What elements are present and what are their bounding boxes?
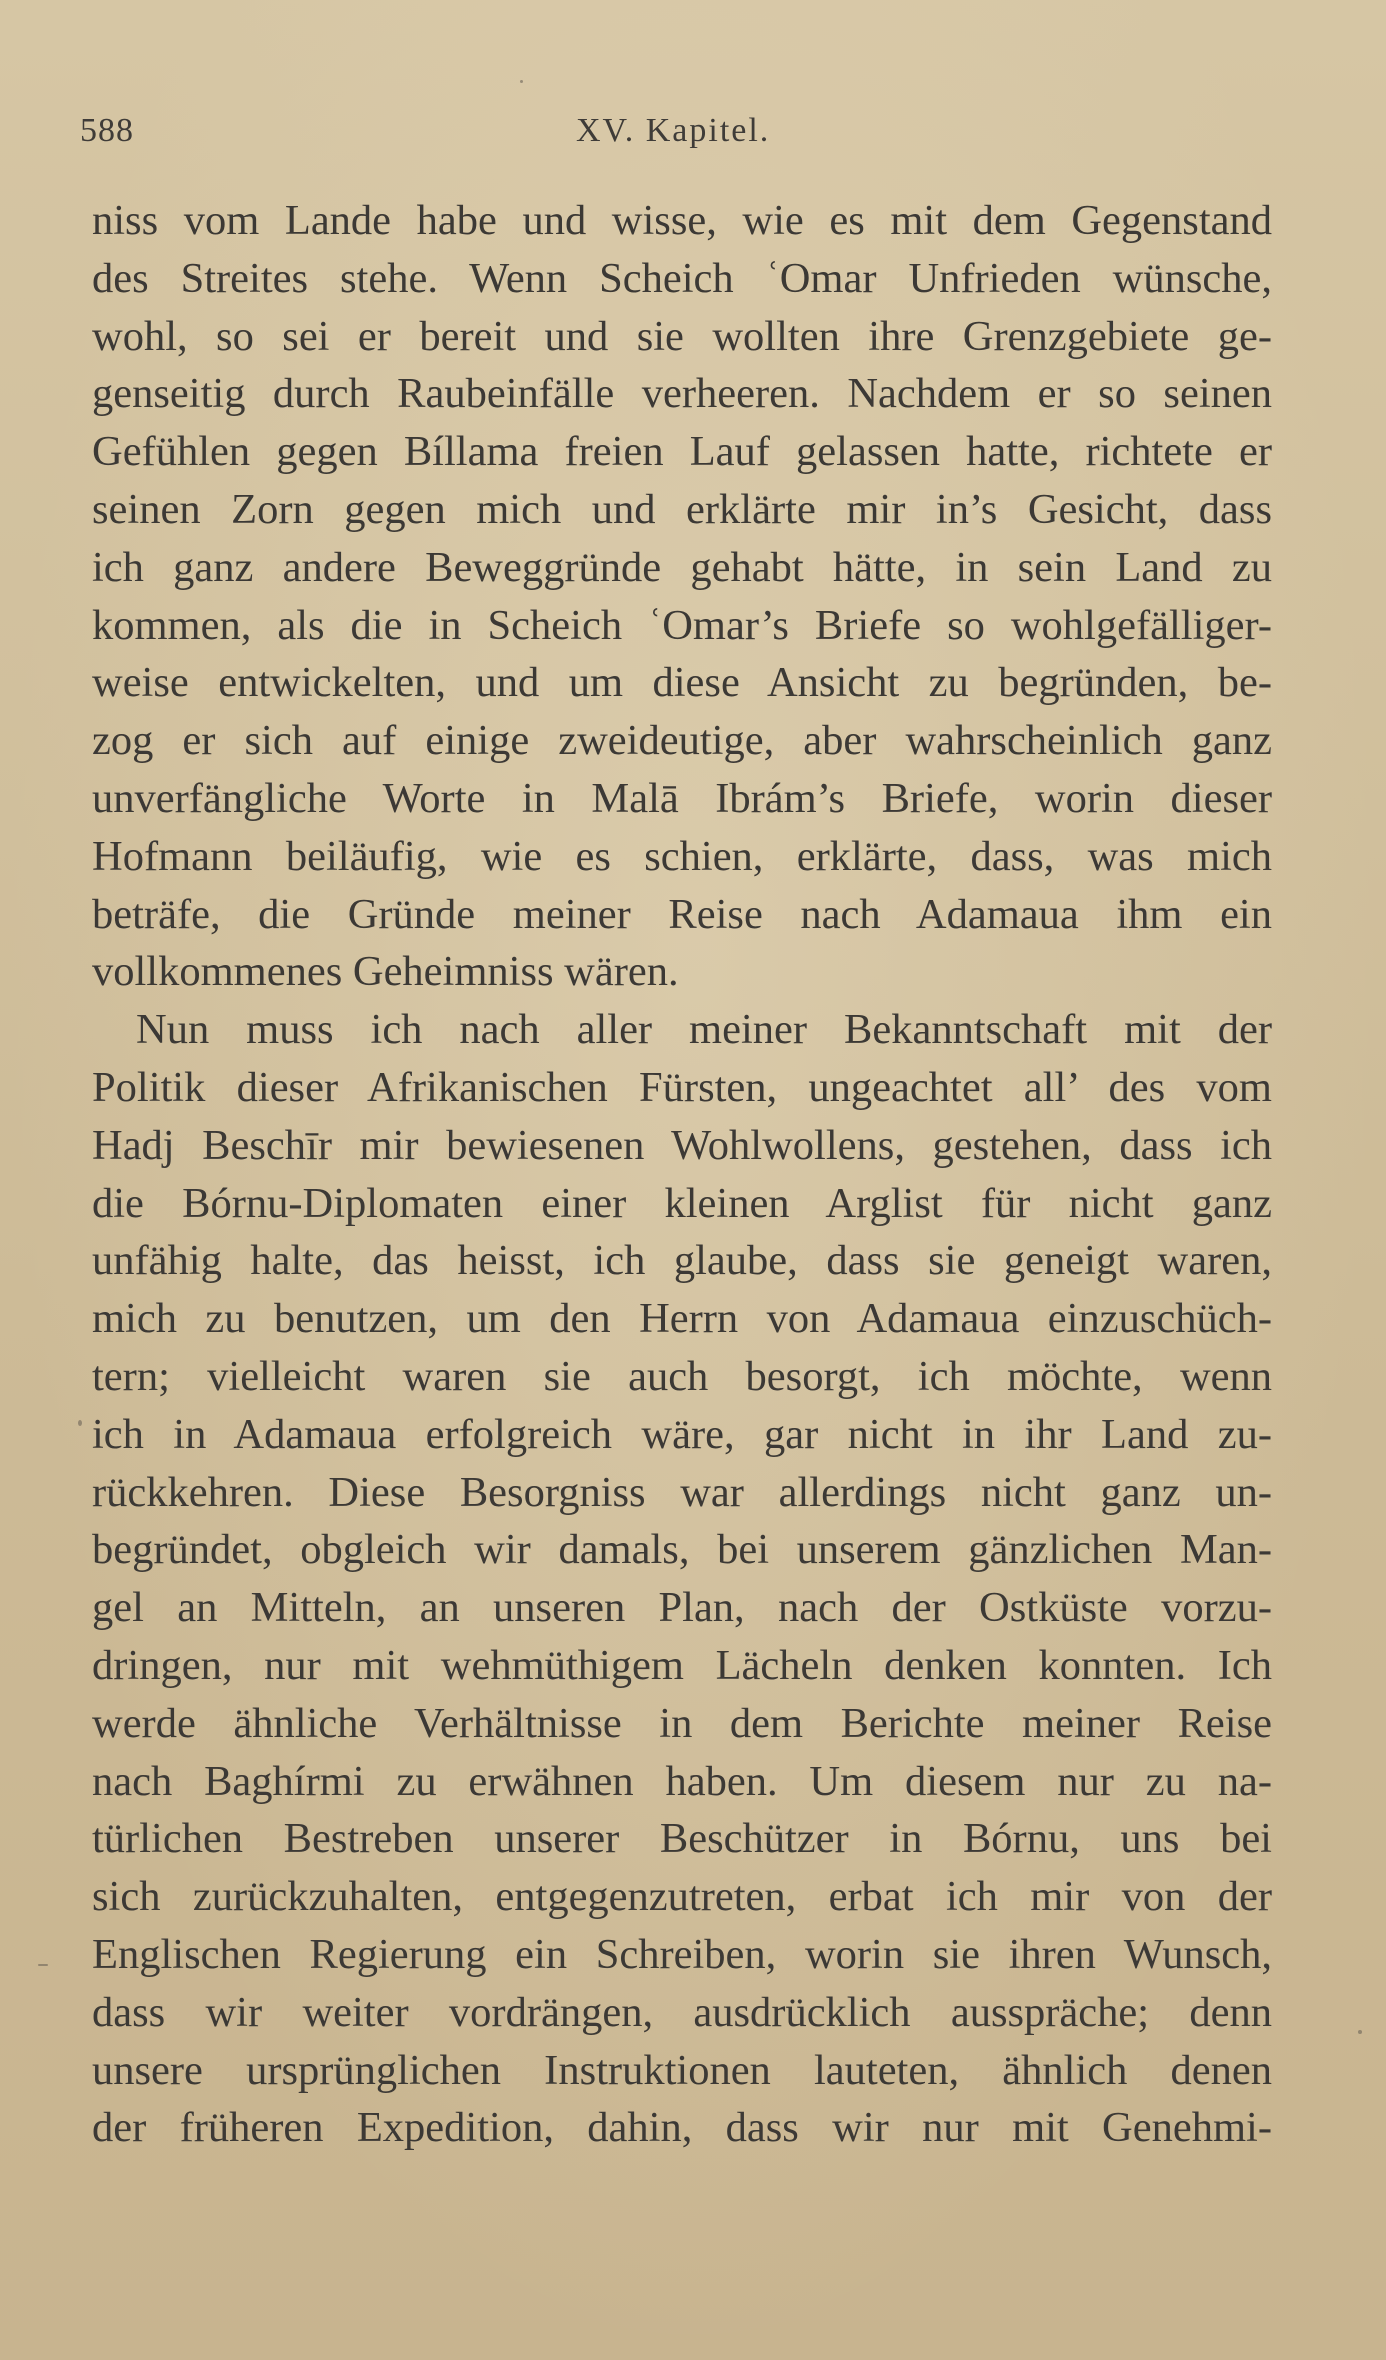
text-line: Hadj Beschīr mir bewiesenen Wohlwollens, gestehen, dass ich [92,1121,1272,1169]
paragraph-1 [92,192,1272,1001]
text-line: ich in Adamaua erfolgreich wäre, gar nicht in ihr Land zu- [92,1410,1272,1458]
page-number: 588 [80,112,134,149]
text-line: begründet, obgleich wir damals, bei unserem gänzlichen Man- [92,1526,1272,1574]
text-line: rückkehren. Diese Besorgniss war allerdings nicht ganz un- [92,1468,1272,1516]
text-line: der früheren Expedition, dahin, dass wir nur mit Genehmi- [92,2104,1272,2152]
text-line: Gefühlen gegen Bíllama freien Lauf gelassen hatte, richtete er [92,428,1272,476]
paragraph-2 [92,1001,1272,2157]
text-line: unverfängliche Worte in Malā Ibrám’s Briefe, worin dieser [92,774,1272,822]
text-line: beträfe, die Gründe meiner Reise nach Adamaua ihm ein [92,890,1272,938]
text-line: tern; vielleicht waren sie auch besorgt, ich möchte, wenn [92,1352,1272,1400]
text-line: des Streites stehe. Wenn Scheich ʿOmar Unfrieden wünsche, [92,254,1272,302]
paper-speck [520,80,523,83]
text-line: nach Baghírmi zu erwähnen haben. Um diesem nur zu na- [92,1757,1272,1805]
text-line: die Bórnu-Diplomaten einer kleinen Arglist für nicht ganz [92,1179,1272,1227]
paper-speck [1358,2030,1362,2034]
text-line: sich zurückzuhalten, entgegenzutreten, erbat ich mir von der [92,1873,1272,1921]
text-line: gel an Mitteln, an unseren Plan, nach der Ostküste vorzu- [92,1584,1272,1632]
text-line: ich ganz andere Beweggründe gehabt hätte, in sein Land zu [92,543,1272,591]
text-line: unfähig halte, das heisst, ich glaube, dass sie geneigt waren, [92,1237,1272,1285]
text-line: werde ähnliche Verhältnisse in dem Berichte meiner Reise [92,1699,1272,1747]
text-line: zog er sich auf einige zweideutige, aber wahrscheinlich ganz [92,717,1272,765]
paper-speck [38,1964,48,1966]
text-line: dass wir weiter vordrängen, ausdrücklich ausspräche; denn [92,1988,1272,2036]
text-line: Nun muss ich nach aller meiner Bekanntschaft mit der [136,1006,1272,1054]
text-line: Politik dieser Afrikanischen Fürsten, ungeachtet all’ des vom [92,1063,1272,1111]
text-line: Hofmann beiläufig, wie es schien, erklärte, dass, was mich [92,832,1272,880]
text-line: genseitig durch Raubeinfälle verheeren. Nachdem er so seinen [92,370,1272,418]
text-line: kommen, als die in Scheich ʿOmar’s Briefe so wohlgefälliger- [92,601,1272,649]
paper-speck [78,1420,82,1426]
text-line: niss vom Lande habe und wisse, wie es mit dem Gegenstand [92,197,1272,244]
text-line: unsere ursprünglichen Instruktionen lauteten, ähnlich denen [92,2046,1272,2094]
text-line: weise entwickelten, und um diese Ansicht zu begründen, be- [92,659,1272,707]
text-line: Englischen Regierung ein Schreiben, worin sie ihren Wunsch, [92,1930,1272,1978]
text-line: vollkommenes Geheimniss wären. [92,948,679,996]
running-head: XV. Kapitel. [576,112,771,149]
text-line: seinen Zorn gegen mich und erklärte mir in’s Gesicht, dass [92,485,1272,533]
body-text [92,192,1272,2157]
page-header [80,112,1280,162]
text-line: mich zu benutzen, um den Herrn von Adamaua einzuschüch- [92,1295,1272,1343]
text-line: dringen, nur mit wehmüthigem Lächeln denken konnten. Ich [92,1641,1272,1689]
text-line: türlichen Bestreben unserer Beschützer in Bórnu, uns bei [92,1815,1272,1863]
text-line: wohl, so sei er bereit und sie wollten ihre Grenzgebiete ge- [92,312,1272,360]
